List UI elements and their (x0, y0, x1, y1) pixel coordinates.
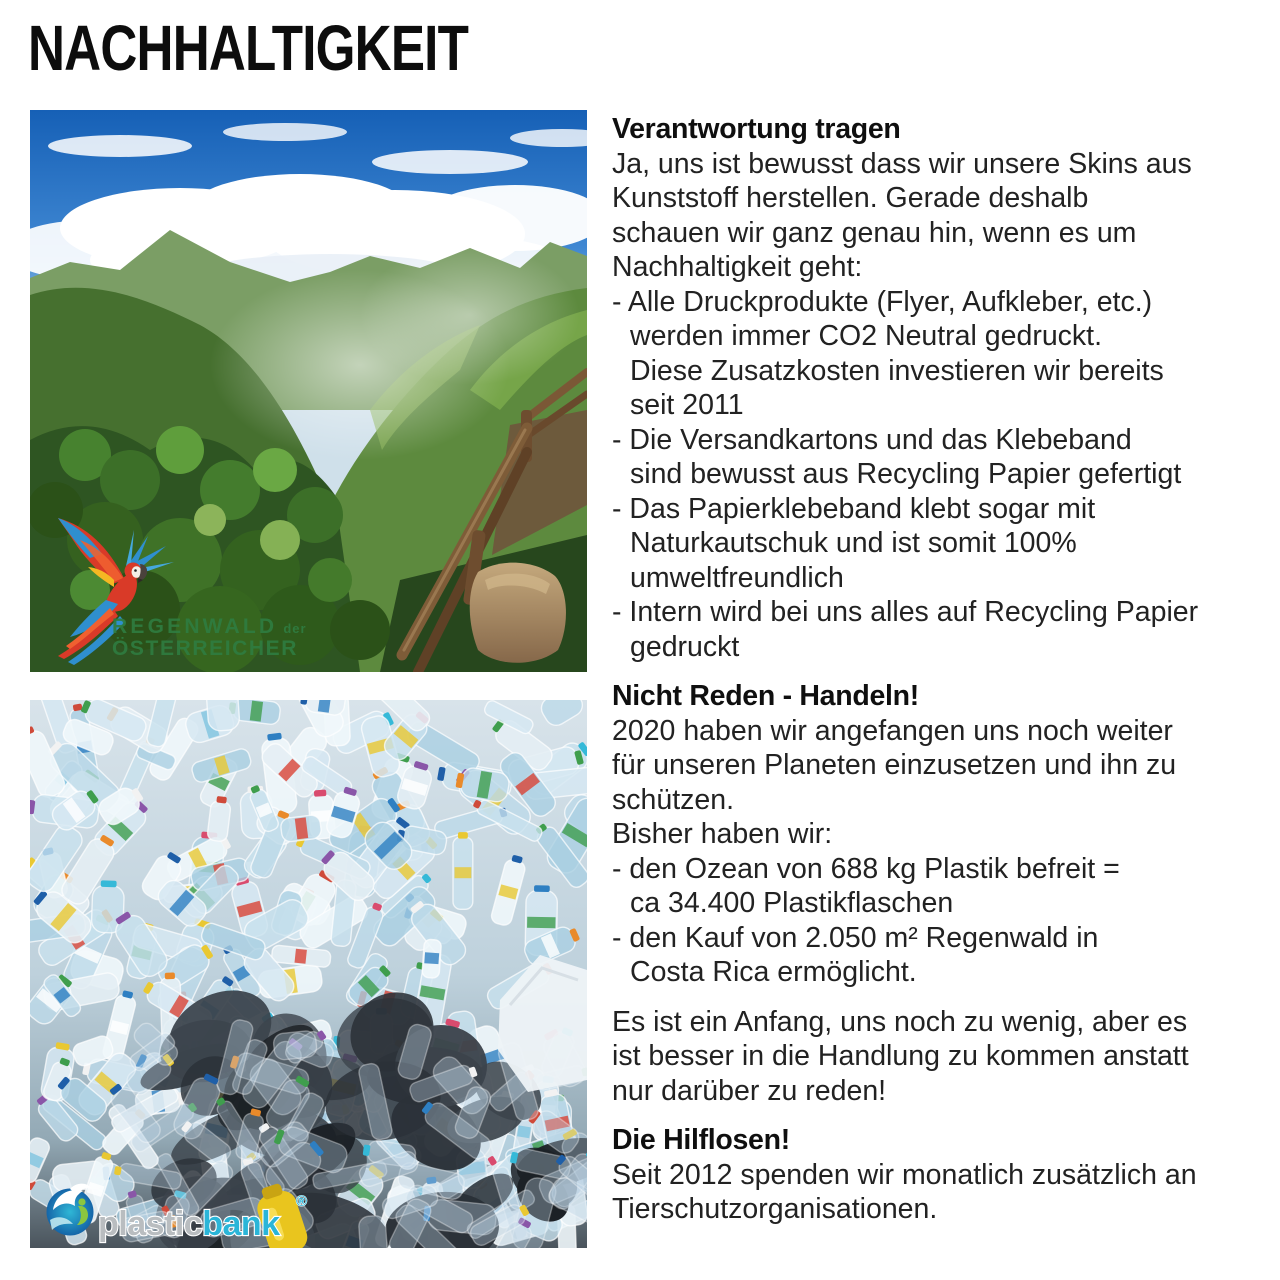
text-line: - Intern wird bei uns alles auf Recycling Papier (612, 596, 1199, 628)
text-section (612, 679, 1272, 990)
text-line: für unseren Planeten einzusetzen und ihn zu (612, 749, 1177, 781)
text-section (612, 1005, 1272, 1109)
text-line: Diese Zusatzkosten investieren wir bereits (630, 354, 1164, 387)
section-heading: Die Hilflosen! (612, 1124, 790, 1156)
rainforest-logo-line2: ÖSTERREICHER (112, 637, 299, 660)
text-line: - Alle Druckprodukte (Flyer, Aufkleber, etc.) (612, 285, 1153, 318)
text-line: seit 2011 (630, 389, 744, 421)
plastic-illustration (30, 700, 587, 1248)
section-heading: Nicht Reden - Handeln! (612, 680, 919, 712)
text-line: Kunststoff herstellen. Gerade deshalb (612, 182, 1089, 214)
text-line: schauen wir ganz genau hin, wenn es um (612, 216, 1137, 249)
text-line: ist besser in die Handlung zu kommen anstatt (612, 1040, 1189, 1072)
text-line: - den Ozean von 688 kg Plastik befreit = (612, 852, 1120, 885)
section-heading: Verantwortung tragen (612, 113, 901, 145)
text-line: Seit 2012 spenden wir monatlich zusätzlich an (612, 1158, 1197, 1191)
text-line: werden immer CO2 Neutral gedruckt. (630, 320, 1103, 352)
text-line: Nachhaltigkeit geht: (612, 251, 863, 283)
text-line: Tierschutzorganisationen. (612, 1193, 938, 1225)
text-line: Bisher haben wir: (612, 818, 833, 850)
text-line: - Die Versandkartons und das Klebeband (612, 423, 1132, 456)
text-line: Es ist ein Anfang, uns noch zu wenig, aber es (612, 1005, 1188, 1038)
rainforest-logo-line1: REGENWALD der (112, 615, 307, 638)
text-section (612, 112, 1272, 664)
text-section (612, 1123, 1272, 1227)
text-line: gedruckt (630, 630, 740, 663)
plasticbank-wordmark: plasticbank (98, 1205, 280, 1243)
text-line: - Das Papierklebeband klebt sogar mit (612, 492, 1096, 525)
rainforest-illustration (30, 110, 587, 672)
text-line: sind bewusst aus Recycling Papier gefertigt (630, 458, 1182, 490)
text-column (612, 112, 1272, 1242)
text-line: Costa Rica ermöglicht. (630, 956, 917, 988)
text-line: 2020 haben wir angefangen uns noch weiter (612, 714, 1173, 747)
plastic-photo (30, 700, 587, 1248)
registered-mark: ® (296, 1193, 308, 1210)
rainforest-photo (30, 110, 587, 672)
text-line: umweltfreundlich (630, 561, 844, 594)
text-line: ca 34.400 Plastikflaschen (630, 887, 954, 919)
text-line: schützen. (612, 783, 734, 816)
text-line: nur darüber zu reden! (612, 1074, 887, 1107)
text-line: - den Kauf von 2.050 m² Regenwald in (612, 921, 1099, 954)
page-title: NACHHALTIGKEIT (28, 12, 469, 84)
text-line: Naturkautschuk und ist somit 100% (630, 527, 1077, 559)
text-line: Ja, uns ist bewusst dass wir unsere Skins aus (612, 147, 1192, 180)
